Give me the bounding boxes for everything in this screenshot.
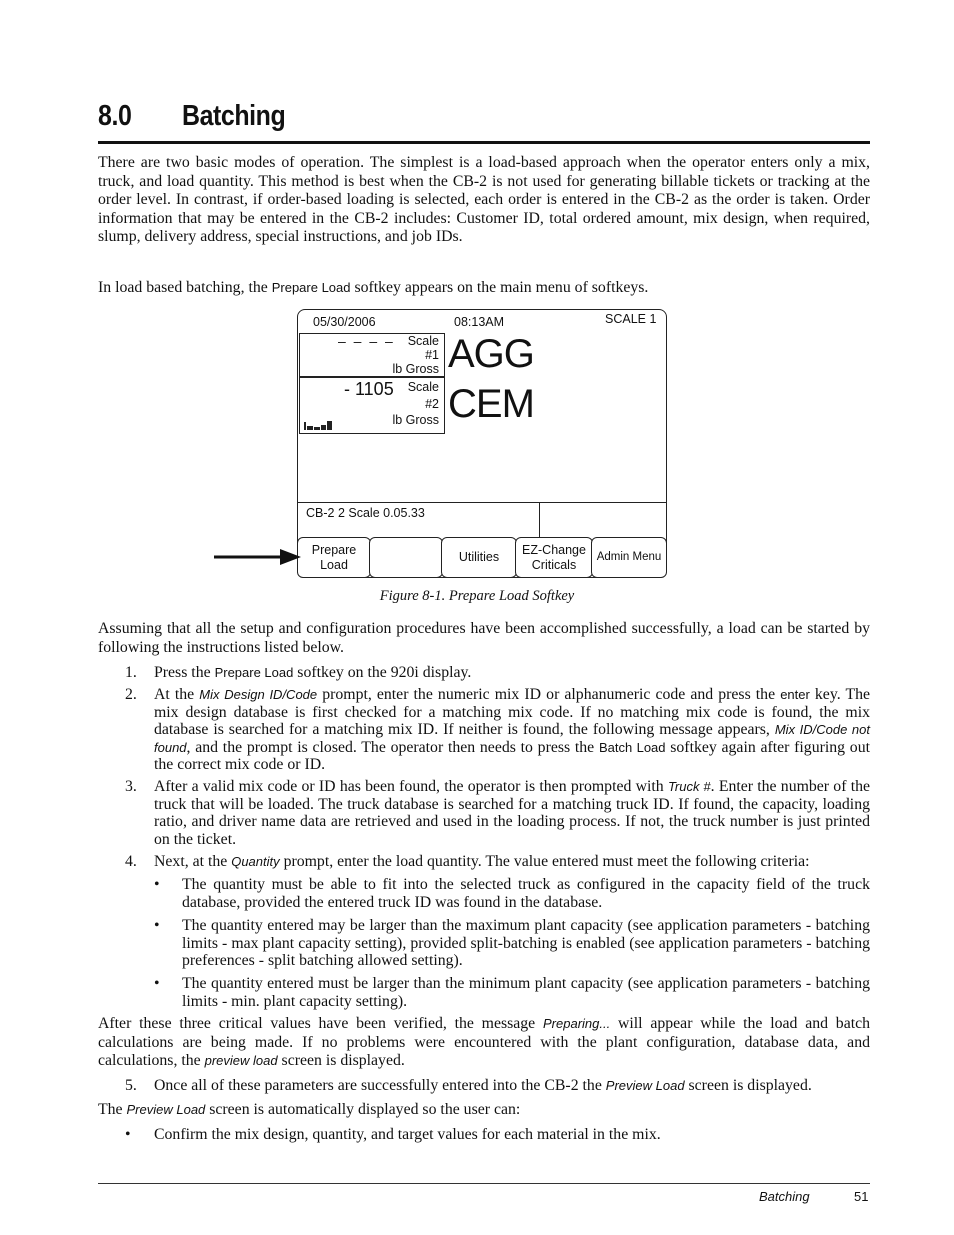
display-time: 08:13AM [454, 315, 505, 329]
display-line-agg: AGG [448, 332, 534, 376]
status-separator [539, 502, 540, 538]
step-2-number: 2. [125, 686, 137, 703]
scale-2-value: - 1105 [344, 379, 394, 399]
section-number: 8.0 [98, 100, 132, 132]
display-date: 05/30/2006 [313, 315, 376, 329]
bullet-1-marker: • [154, 876, 160, 893]
step-2: At the Mix Design ID/Code prompt, enter the numeric mix ID or alphanumeric code and press the enter key. The mix design database is first checked for a matching mix code. If no matching mix code is found, the mix database is searched for a matching mix ID. If neither is found, the following message appears, Mix ID/Code not found, and the prompt is closed. The operator then needs to press the Batch Load softkey again after figuring out the correct mix code or ID. [154, 686, 871, 774]
prepare-load-key-ref: Prepare Load [271, 280, 351, 295]
display-line-cem: CEM [448, 382, 534, 426]
step-3-number: 3. [125, 778, 137, 795]
criteria-2: The quantity entered may be larger than the maximum plant capacity (see application parameters - batching limits - max plant capacity setting), provided split-batching is enabled (see application parameters - batching preferences - split batching allowed setting). [182, 917, 870, 970]
section-heading [98, 100, 870, 144]
step-3: After a valid mix code or ID has been found, the operator is then prompted with Truck #. Enter the number of the truck that will be loaded. The truck database is searched for a matching truck ID. If found, the capacity, loading ratio, and driver name data are retrieved and used in the loading process. If not, the truck number is just printed on the ticket. [154, 778, 870, 848]
step-1: Press the Prepare Load softkey on the 920i display. [154, 664, 472, 681]
criteria-1: The quantity must be able to fit into the selected truck as configured in the capacity field of the truck database, provided the entered truck ID was found in the database. [182, 876, 870, 911]
scale-2-unit: lb Gross [392, 413, 439, 427]
softkey-utilities[interactable]: Utilities [441, 537, 517, 578]
step-5: Once all of these parameters are successfully entered into the CB-2 the Preview Load screen is displayed. [154, 1077, 812, 1094]
criteria-3: The quantity entered must be larger than the minimum plant capacity (see application parameters - batching limits - min. plant capacity setting). [182, 975, 870, 1010]
scale-1-name: Scale [407, 334, 439, 348]
bullet-confirm-marker: • [125, 1126, 131, 1143]
step-5-number: 5. [125, 1077, 137, 1094]
step-4: Next, at the Quantity prompt, enter the load quantity. The value entered must meet the following criteria: [154, 853, 810, 870]
scale-2-panel [299, 377, 445, 434]
status-text: CB-2 2 Scale 0.05.33 [306, 506, 425, 520]
step-1-number: 1. [125, 664, 137, 681]
footer-section: Batching [759, 1189, 810, 1204]
scale-2-number: #2 [425, 397, 439, 411]
softkey-bar [297, 537, 667, 578]
indicator-display [297, 309, 667, 578]
display-scale-label: SCALE 1 [605, 312, 657, 326]
scale-1-panel [299, 333, 445, 377]
scale-1-value: – – – – [338, 333, 395, 349]
figure-caption: Figure 8-1. Prepare Load Softkey [379, 588, 575, 604]
signal-bars-icon [304, 420, 334, 430]
softkey-prepare-load[interactable]: Prepare Load [297, 537, 371, 578]
confirm-item: Confirm the mix design, quantity, and target values for each material in the mix. [154, 1126, 661, 1143]
softkey-blank[interactable] [369, 537, 443, 578]
pointer-arrow-icon [214, 547, 302, 567]
intro-paragraph: There are two basic modes of operation. The simplest is a load-based approach when the operator enters only a mix, truck, and load quantity. This method is best when the CB-2 is not used for generating billable tickets or tracking at the order level. In contrast, if order-based loading is selected, each order is entered in the CB-2 as the order is taken. Order information that may be entered in the CB-2 includes: Customer ID, total ordered amount, mix design, when required, slump, delivery address, special instructions, and job IDs. [98, 154, 870, 246]
step-4-number: 4. [125, 853, 137, 870]
status-divider [298, 502, 666, 503]
bullet-2-marker: • [154, 917, 160, 934]
section-title: Batching [182, 100, 286, 132]
scale-1-number: #1 [425, 348, 439, 362]
footer-rule [98, 1183, 870, 1184]
preview-paragraph: The Preview Load screen is automatically displayed so the user can: [98, 1101, 521, 1118]
page-number: 51 [854, 1189, 869, 1204]
bullet-3-marker: • [154, 975, 160, 992]
softkey-ez-change-criticals[interactable]: EZ-Change Criticals [515, 537, 593, 578]
scale-1-unit: lb Gross [392, 362, 439, 376]
softkey-admin-menu[interactable]: Admin Menu [591, 537, 667, 578]
scale-2-name: Scale [407, 380, 439, 394]
load-based-paragraph: In load based batching, the Prepare Load softkey appears on the main menu of softkeys. [98, 279, 649, 296]
assuming-paragraph: Assuming that all the setup and configuration procedures have been accomplished successfully, a load can be started by following the instructions listed below. [98, 620, 870, 656]
after-paragraph: After these three critical values have been verified, the message Preparing... will appear while the load and batch calculations are being made. If no problems were encountered with the plant configuration, database data, and calculations, the preview load screen is displayed. [98, 1015, 871, 1070]
